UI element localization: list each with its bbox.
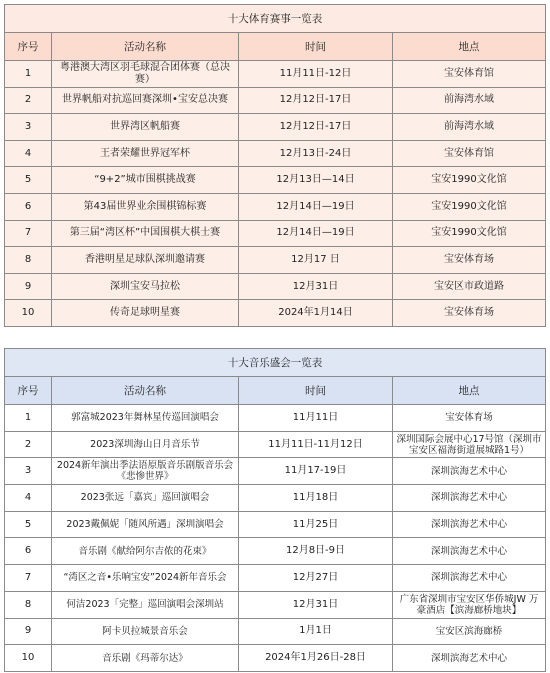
cell-name: 第43届世界业余围棋锦标赛 xyxy=(52,193,239,220)
cell-no: 5 xyxy=(5,167,52,194)
cell-name: “湾区之音•乐响宝安”2024新年音乐会 xyxy=(52,565,239,592)
header-place: 地点 xyxy=(393,377,546,405)
cell-place: 宝安体育场 xyxy=(393,300,546,327)
cell-no: 4 xyxy=(5,485,52,512)
cell-name: 何洁2023「完整」巡回演唱会深圳站 xyxy=(52,591,239,618)
table-row xyxy=(5,114,546,141)
table-row xyxy=(5,87,546,114)
table-row xyxy=(5,645,546,672)
cell-time: 1月1日 xyxy=(239,618,393,645)
cell-name: 音乐剧《献给阿尔吉侬的花束》 xyxy=(52,538,239,565)
cell-name: 阿卡贝拉城景音乐会 xyxy=(52,618,239,645)
cell-time: 12月8日-9日 xyxy=(239,538,393,565)
cell-name: 香港明星足球队深圳邀请赛 xyxy=(52,247,239,274)
cell-time: 11月11日-11月12日 xyxy=(239,431,393,458)
music-table-title: 十大音乐盛会一览表 xyxy=(5,349,546,377)
header-no: 序号 xyxy=(5,33,52,61)
cell-no: 1 xyxy=(5,61,52,88)
cell-time: 12月17 日 xyxy=(239,247,393,274)
cell-place: 宝安体育场 xyxy=(393,247,546,274)
table-row xyxy=(5,193,546,220)
table-row xyxy=(5,167,546,194)
table-row xyxy=(5,458,546,485)
cell-place: 宝安1990文化馆 xyxy=(393,193,546,220)
cell-time: 12月13日-24日 xyxy=(239,140,393,167)
sports-events-table xyxy=(4,4,546,327)
music-events-table xyxy=(4,348,546,672)
cell-time: 12月31日 xyxy=(239,273,393,300)
cell-name: 2023张远「嘉宾」巡回演唱会 xyxy=(52,485,239,512)
cell-name: 传奇足球明星赛 xyxy=(52,300,239,327)
sports-table-body xyxy=(5,61,546,327)
cell-time: 11月11日-12日 xyxy=(239,61,393,88)
cell-no: 9 xyxy=(5,273,52,300)
cell-time: 12月14日—19日 xyxy=(239,220,393,247)
cell-no: 8 xyxy=(5,247,52,274)
cell-place: 深圳国际会展中心17号馆（深圳市宝安区福海街道展城路1号） xyxy=(393,431,546,458)
cell-name: 2023戴佩妮「随风所遇」深圳演唱会 xyxy=(52,511,239,538)
cell-place: 深圳滨海艺术中心 xyxy=(393,458,546,485)
cell-name: 世界帆船对抗巡回赛深圳•宝安总决赛 xyxy=(52,87,239,114)
cell-no: 2 xyxy=(5,431,52,458)
cell-no: 1 xyxy=(5,405,52,432)
table-row xyxy=(5,538,546,565)
cell-place: 宝安体育场 xyxy=(393,405,546,432)
cell-time: 11月17-19日 xyxy=(239,458,393,485)
cell-place: 深圳滨海艺术中心 xyxy=(393,565,546,592)
cell-place: 广东省深圳市宝安区华侨城JW 万豪酒店【滨海廊桥地块】 xyxy=(393,591,546,618)
header-time: 时间 xyxy=(239,377,393,405)
table-row xyxy=(5,61,546,88)
cell-time: 12月12日-17日 xyxy=(239,87,393,114)
cell-time: 2024年1月26日-28日 xyxy=(239,645,393,672)
music-table-header xyxy=(5,377,546,405)
table-row xyxy=(5,565,546,592)
sports-table-header xyxy=(5,33,546,61)
cell-name: 2024新年演出季法语原版音乐剧版音乐会《悲惨世界》 xyxy=(52,458,239,485)
header-no: 序号 xyxy=(5,377,52,405)
cell-no: 6 xyxy=(5,193,52,220)
cell-name: 粤港澳大湾区羽毛球混合团体赛（总决赛） xyxy=(52,61,239,88)
cell-time: 12月31日 xyxy=(239,591,393,618)
cell-time: 11月25日 xyxy=(239,511,393,538)
cell-time: 11月18日 xyxy=(239,485,393,512)
cell-place: 深圳滨海艺术中心 xyxy=(393,485,546,512)
table-row xyxy=(5,405,546,432)
cell-name: 2023深圳海山日月音乐节 xyxy=(52,431,239,458)
cell-name: “9+2”城市围棋挑战赛 xyxy=(52,167,239,194)
cell-no: 9 xyxy=(5,618,52,645)
cell-no: 4 xyxy=(5,140,52,167)
cell-place: 宝安体育馆 xyxy=(393,140,546,167)
sports-table-title: 十大体育赛事一览表 xyxy=(5,5,546,33)
header-name: 活动名称 xyxy=(52,33,239,61)
table-row xyxy=(5,511,546,538)
cell-place: 宝安1990文化馆 xyxy=(393,220,546,247)
cell-name: 深圳宝安马拉松 xyxy=(52,273,239,300)
cell-no: 3 xyxy=(5,114,52,141)
cell-name: 第三届“湾区杯”中国围棋大棋士赛 xyxy=(52,220,239,247)
table-row xyxy=(5,220,546,247)
table-row xyxy=(5,591,546,618)
table-row xyxy=(5,618,546,645)
music-table-body xyxy=(5,405,546,672)
cell-time: 2024年1月14日 xyxy=(239,300,393,327)
cell-place: 深圳滨海艺术中心 xyxy=(393,511,546,538)
cell-name: 世界湾区帆船赛 xyxy=(52,114,239,141)
cell-place: 前海湾水域 xyxy=(393,114,546,141)
cell-no: 7 xyxy=(5,220,52,247)
table-row xyxy=(5,485,546,512)
header-place: 地点 xyxy=(393,33,546,61)
cell-time: 12月14日—19日 xyxy=(239,193,393,220)
cell-no: 7 xyxy=(5,565,52,592)
cell-no: 5 xyxy=(5,511,52,538)
table-row xyxy=(5,431,546,458)
cell-name: 郭富城2023年舞林星传巡回演唱会 xyxy=(52,405,239,432)
cell-name: 王者荣耀世界冠军杯 xyxy=(52,140,239,167)
cell-place: 前海湾水域 xyxy=(393,87,546,114)
cell-time: 11月11日 xyxy=(239,405,393,432)
cell-no: 10 xyxy=(5,645,52,672)
cell-place: 宝安区滨海廊桥 xyxy=(393,618,546,645)
cell-no: 6 xyxy=(5,538,52,565)
cell-place: 宝安区市政道路 xyxy=(393,273,546,300)
cell-time: 12月13日—14日 xyxy=(239,167,393,194)
cell-no: 3 xyxy=(5,458,52,485)
header-time: 时间 xyxy=(239,33,393,61)
cell-no: 8 xyxy=(5,591,52,618)
cell-name: 音乐剧《玛蒂尔达》 xyxy=(52,645,239,672)
table-row xyxy=(5,300,546,327)
table-row xyxy=(5,140,546,167)
cell-time: 12月12日-17日 xyxy=(239,114,393,141)
table-row xyxy=(5,273,546,300)
header-name: 活动名称 xyxy=(52,377,239,405)
cell-no: 10 xyxy=(5,300,52,327)
cell-no: 2 xyxy=(5,87,52,114)
cell-place: 宝安体育馆 xyxy=(393,61,546,88)
cell-time: 12月27日 xyxy=(239,565,393,592)
cell-place: 深圳滨海艺术中心 xyxy=(393,645,546,672)
cell-place: 宝安1990文化馆 xyxy=(393,167,546,194)
cell-place: 深圳滨海艺术中心 xyxy=(393,538,546,565)
table-row xyxy=(5,247,546,274)
